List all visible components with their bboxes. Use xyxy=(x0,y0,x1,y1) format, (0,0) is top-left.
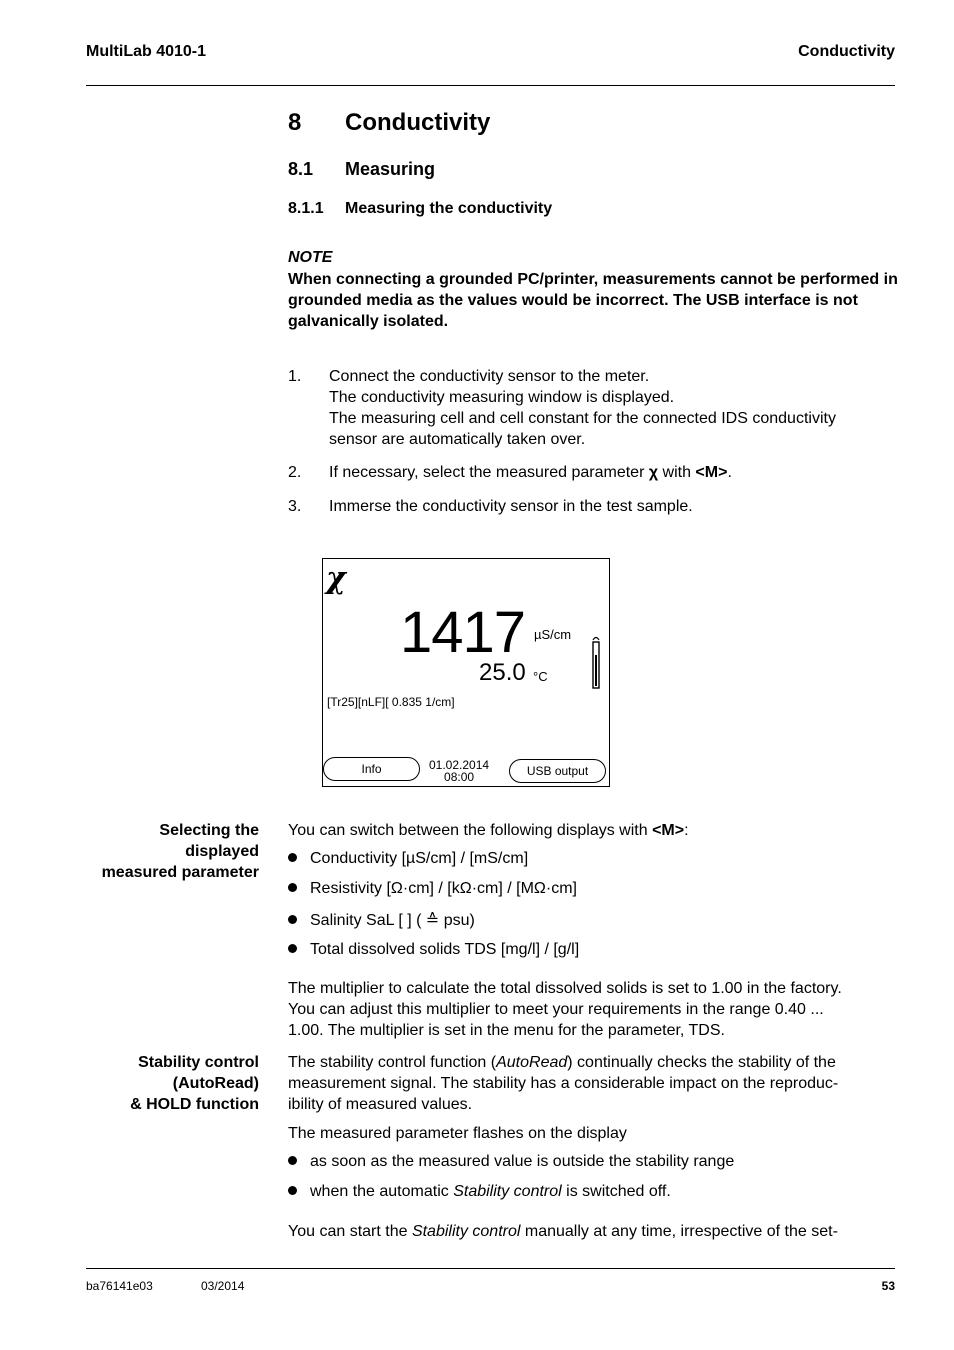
list-item xyxy=(288,941,579,959)
list-item xyxy=(288,910,475,930)
temperature-value: 25.0 xyxy=(479,659,526,686)
stability-control-term: Stability control xyxy=(411,1223,521,1240)
text-run: ) continually checks the stability of the xyxy=(567,1054,836,1071)
conductivity-symbol-icon: χ xyxy=(326,561,346,596)
step-2-text xyxy=(329,462,895,483)
step-1-line: The conductivity measuring window is displayed. xyxy=(329,389,675,406)
m-key: <M> xyxy=(695,464,728,481)
autoread-term: AutoRead xyxy=(496,1054,568,1071)
step-1-number: 1. xyxy=(288,368,302,385)
stability-control-term: Stability control xyxy=(453,1183,562,1200)
step-2-mid: with xyxy=(658,464,696,481)
list-item-text: when the automatic xyxy=(310,1183,454,1200)
margin-heading-stability xyxy=(130,1052,259,1115)
step-2-pre: If necessary, select the measured parameter xyxy=(329,464,649,481)
list-item xyxy=(288,1183,671,1201)
page-number: 53 xyxy=(881,1279,895,1293)
step-3-number: 3. xyxy=(288,498,302,515)
header-chapter-title: Conductivity xyxy=(798,43,895,60)
chapter-number: 8 xyxy=(288,109,302,136)
paragraph-line: ibility of measured values. xyxy=(288,1096,473,1113)
subsection-number: 8.1.1 xyxy=(288,200,324,217)
selecting-intro xyxy=(288,820,895,841)
intro-colon: : xyxy=(684,822,689,839)
paragraph-line: The multiplier to calculate the total dissolved solids is set to 1.00 in the factory. xyxy=(288,980,842,997)
paragraph-line: measurement signal. The stability has a considerable impact on the reproduc- xyxy=(288,1075,839,1092)
kappa-symbol: χ xyxy=(648,464,659,481)
list-item-text: Salinity SaL [ ] ( ≙ psu) xyxy=(310,912,475,929)
list-item-text: as soon as the measured value is outside the stability range xyxy=(310,1153,735,1170)
step-2-post: . xyxy=(727,464,732,481)
step-3-text: Immerse the conductivity sensor in the test sample. xyxy=(329,498,693,515)
time: 08:00 xyxy=(444,770,475,784)
flash-paragraph: The measured parameter flashes on the display xyxy=(288,1125,627,1142)
m-key: <M> xyxy=(652,822,685,839)
text-run: You can start the xyxy=(288,1223,412,1240)
measured-value: 1417 xyxy=(400,600,526,665)
footer-doc-number: ba76141e03 xyxy=(86,1279,153,1293)
sensor-info-line: [Tr25][nLF][ 0.835 1/cm] xyxy=(327,695,455,709)
sensor-probe-icon xyxy=(589,635,603,696)
list-item-text: is switched off. xyxy=(561,1183,671,1200)
step-1-line: Connect the conductivity sensor to the meter. xyxy=(329,368,650,385)
section-title: Measuring xyxy=(345,159,436,179)
note-title: NOTE xyxy=(288,249,333,266)
list-item-text: Conductivity [µS/cm] / [mS/cm] xyxy=(310,850,529,867)
list-item xyxy=(288,880,577,898)
measured-unit: µS/cm xyxy=(534,627,572,642)
datetime xyxy=(429,759,489,783)
bullet-icon xyxy=(288,915,297,924)
bullet-icon xyxy=(288,1156,297,1165)
subsection-title: Measuring the conductivity xyxy=(345,200,553,217)
margin-heading-line: Selecting the xyxy=(159,822,259,839)
footer-rule xyxy=(86,1268,895,1269)
bullet-icon xyxy=(288,883,297,892)
text-run: manually at any time, irrespective of the set- xyxy=(520,1223,838,1240)
intro-text: You can switch between the following displays with xyxy=(288,822,653,839)
margin-heading-selecting xyxy=(102,820,259,883)
text-run: The stability control function ( xyxy=(288,1054,497,1071)
step-2-number: 2. xyxy=(288,464,302,481)
bullet-icon xyxy=(288,853,297,862)
meter-display xyxy=(322,558,610,787)
footer-date: 03/2014 xyxy=(201,1279,245,1293)
usb-output-softkey[interactable]: USB output xyxy=(509,759,606,783)
margin-heading-line: Stability control xyxy=(138,1054,259,1071)
step-1-text xyxy=(329,366,895,450)
chapter-title: Conductivity xyxy=(345,109,491,136)
temperature-unit: °C xyxy=(533,669,548,684)
list-item xyxy=(288,850,528,868)
margin-heading-line: (AutoRead) xyxy=(172,1075,259,1092)
bullet-icon xyxy=(288,1186,297,1195)
margin-heading-line: displayed xyxy=(185,843,259,860)
list-item-text: Total dissolved solids TDS [mg/l] / [g/l] xyxy=(310,941,580,958)
header-doc-title: MultiLab 4010-1 xyxy=(86,43,207,60)
step-1-line: sensor are automatically taken over. xyxy=(329,431,586,448)
margin-heading-line: measured parameter xyxy=(101,864,259,881)
margin-heading-line: & HOLD function xyxy=(130,1096,259,1113)
header-rule xyxy=(86,85,895,86)
list-item-text: Resistivity [Ω·cm] / [kΩ·cm] / [MΩ·cm] xyxy=(310,880,577,897)
list-item xyxy=(288,1153,734,1171)
paragraph-line: You can adjust this multiplier to meet your requirements in the range 0.40 ... xyxy=(288,1001,824,1018)
section-number: 8.1 xyxy=(288,159,314,179)
step-1-line: The measuring cell and cell constant for the connected IDS conductivity xyxy=(329,410,836,427)
note-text: When connecting a grounded PC/printer, measurements cannot be performed in grounded media as the values would be incorrect. The USB interface is not galvanically isolated. xyxy=(288,271,898,330)
stability-paragraph xyxy=(288,1052,895,1115)
info-softkey[interactable]: Info xyxy=(323,757,420,781)
bullet-icon xyxy=(288,944,297,953)
date: 01.02.2014 xyxy=(429,758,490,772)
paragraph-line: 1.00. The multiplier is set in the menu for the parameter, TDS. xyxy=(288,1022,725,1039)
multiplier-paragraph xyxy=(288,978,895,1041)
manual-start-paragraph xyxy=(288,1221,895,1242)
paragraph-line xyxy=(288,1052,895,1073)
